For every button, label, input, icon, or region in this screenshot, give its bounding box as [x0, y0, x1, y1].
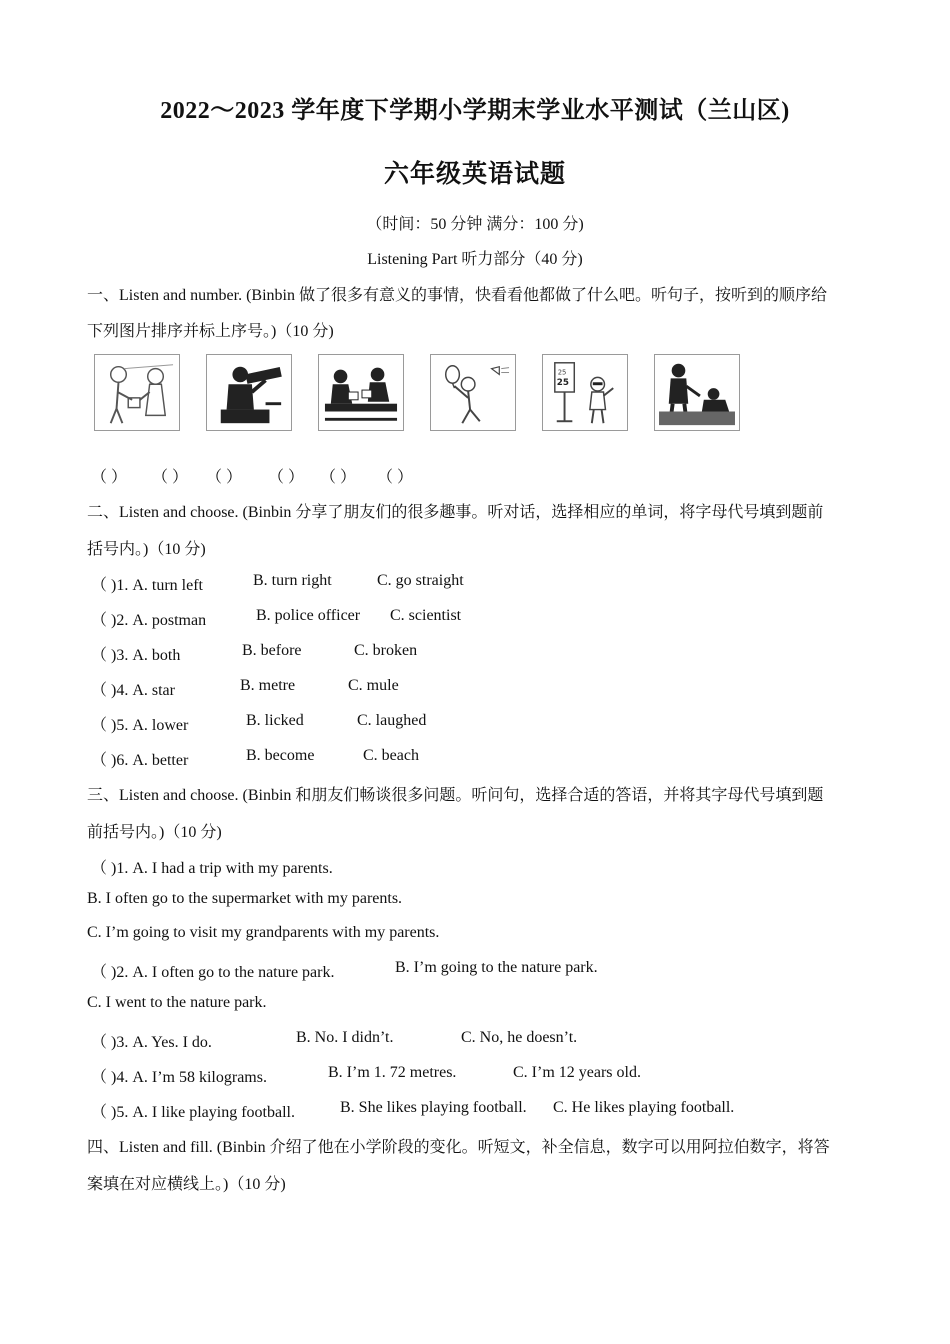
question-option-c: C. I went to the nature park.: [87, 994, 267, 1011]
picture-answer-paren[interactable]: （ ）: [268, 469, 305, 486]
question-option-b: B. before: [242, 642, 302, 659]
question-option-b: B. No. I didn’t.: [296, 1029, 394, 1046]
question-option-b: B. I’m 1. 72 metres.: [328, 1064, 457, 1081]
section3-heading-line1: 三、Listen and choose. (Binbin 和朋友们畅谈很多问题。听问句，选择合适的答语，并将其字母代号填到题: [87, 787, 824, 804]
section2-heading-line2: 括号内。)（10 分): [87, 541, 206, 558]
question-option-c: C. beach: [363, 747, 419, 764]
question-option-c: C. I’m going to visit my grandparents with my parents.: [87, 924, 440, 941]
question-option-b: B. She likes playing football.: [340, 1099, 527, 1116]
question-option-b: B. metre: [240, 677, 296, 694]
picture-answer-paren[interactable]: （ ）: [320, 469, 357, 486]
question-option-b: B. turn right: [253, 572, 332, 589]
donating-gift-picture: [94, 354, 180, 431]
question-option-a: （ )4. A. star: [91, 682, 175, 699]
question-option-c: C. broken: [354, 642, 418, 659]
section2-heading-line1: 二、Listen and choose. (Binbin 分享了朋友们的很多趣事。听对话，选择相应的单词，将字母代号填到题前: [87, 504, 824, 521]
question-option-b: B. licked: [246, 712, 304, 729]
question-option-a: （ )1. A. turn left: [91, 577, 203, 594]
question-option-b: B. police officer: [256, 607, 361, 624]
boys-reading-picture: [318, 354, 404, 431]
question-option-b: B. I often go to the supermarket with my parents.: [87, 890, 403, 907]
picture-answer-paren[interactable]: （ ）: [152, 469, 189, 486]
question-option-c: C. go straight: [377, 572, 464, 589]
question-option-c: C. laughed: [357, 712, 427, 729]
picture-answer-paren[interactable]: （ ）: [91, 469, 128, 486]
question-option-a: （ )5. A. lower: [91, 717, 189, 734]
section1-heading-line2: 下列图片排序并标上序号。)（10 分): [87, 323, 334, 340]
question-option-c: C. scientist: [390, 607, 462, 624]
exam-subtitle: 六年级英语试题: [383, 161, 566, 188]
section1-heading-line1: 一、Listen and number. (Binbin 做了很多有意义的事情，快看看他都做了什么吧。听句子，按听到的顺序给: [87, 287, 827, 304]
question-option-a: （ )5. A. I like playing football.: [91, 1104, 295, 1121]
question-option-a: （ )2. A. postman: [91, 612, 207, 629]
question-option-b: B. become: [246, 747, 315, 764]
section4-heading-line1: 四、Listen and fill. (Binbin 介绍了他在小学阶段的变化。听短文，补全信息，数字可以用阿拉伯数字，将答: [87, 1139, 830, 1156]
question-option-a: （ )3. A. both: [91, 647, 181, 664]
section3-heading-line2: 前括号内。)（10 分): [87, 824, 222, 841]
question-option-c: C. No, he doesn’t.: [461, 1029, 578, 1046]
svg-text:25: 25: [556, 378, 569, 389]
question-option-c: C. I’m 12 years old.: [513, 1064, 641, 1081]
sign-board-picture: [542, 354, 628, 431]
telescope-picture: [206, 354, 292, 431]
question-option-a: （ )4. A. I’m 58 kilograms.: [91, 1069, 267, 1086]
section4-heading-line2: 案填在对应横线上。)（10 分): [87, 1176, 286, 1193]
question-option-a: （ )2. A. I often go to the nature park.: [91, 964, 335, 981]
picture-answer-paren[interactable]: （ ）: [206, 469, 243, 486]
exam-title: 2022～2023 学年度下学期小学期末学业水平测试（兰山区): [160, 98, 790, 124]
question-option-a: （ )1. A. I had a trip with my parents.: [91, 860, 333, 877]
time-score-info: （时间：50 分钟 满分：100 分): [366, 216, 584, 233]
question-option-b: B. I’m going to the nature park.: [395, 959, 598, 976]
question-option-c: C. mule: [348, 677, 399, 694]
badminton-picture: [430, 354, 516, 431]
helping-friend-picture: [654, 354, 740, 431]
picture-answer-paren[interactable]: （ ）: [377, 469, 414, 486]
question-option-c: C. He likes playing football.: [553, 1099, 735, 1116]
question-option-a: （ )6. A. better: [91, 752, 189, 769]
svg-text:25: 25: [557, 368, 567, 377]
question-option-a: （ )3. A. Yes. I do.: [91, 1034, 212, 1051]
listening-part-heading: Listening Part 听力部分（40 分): [367, 251, 583, 268]
